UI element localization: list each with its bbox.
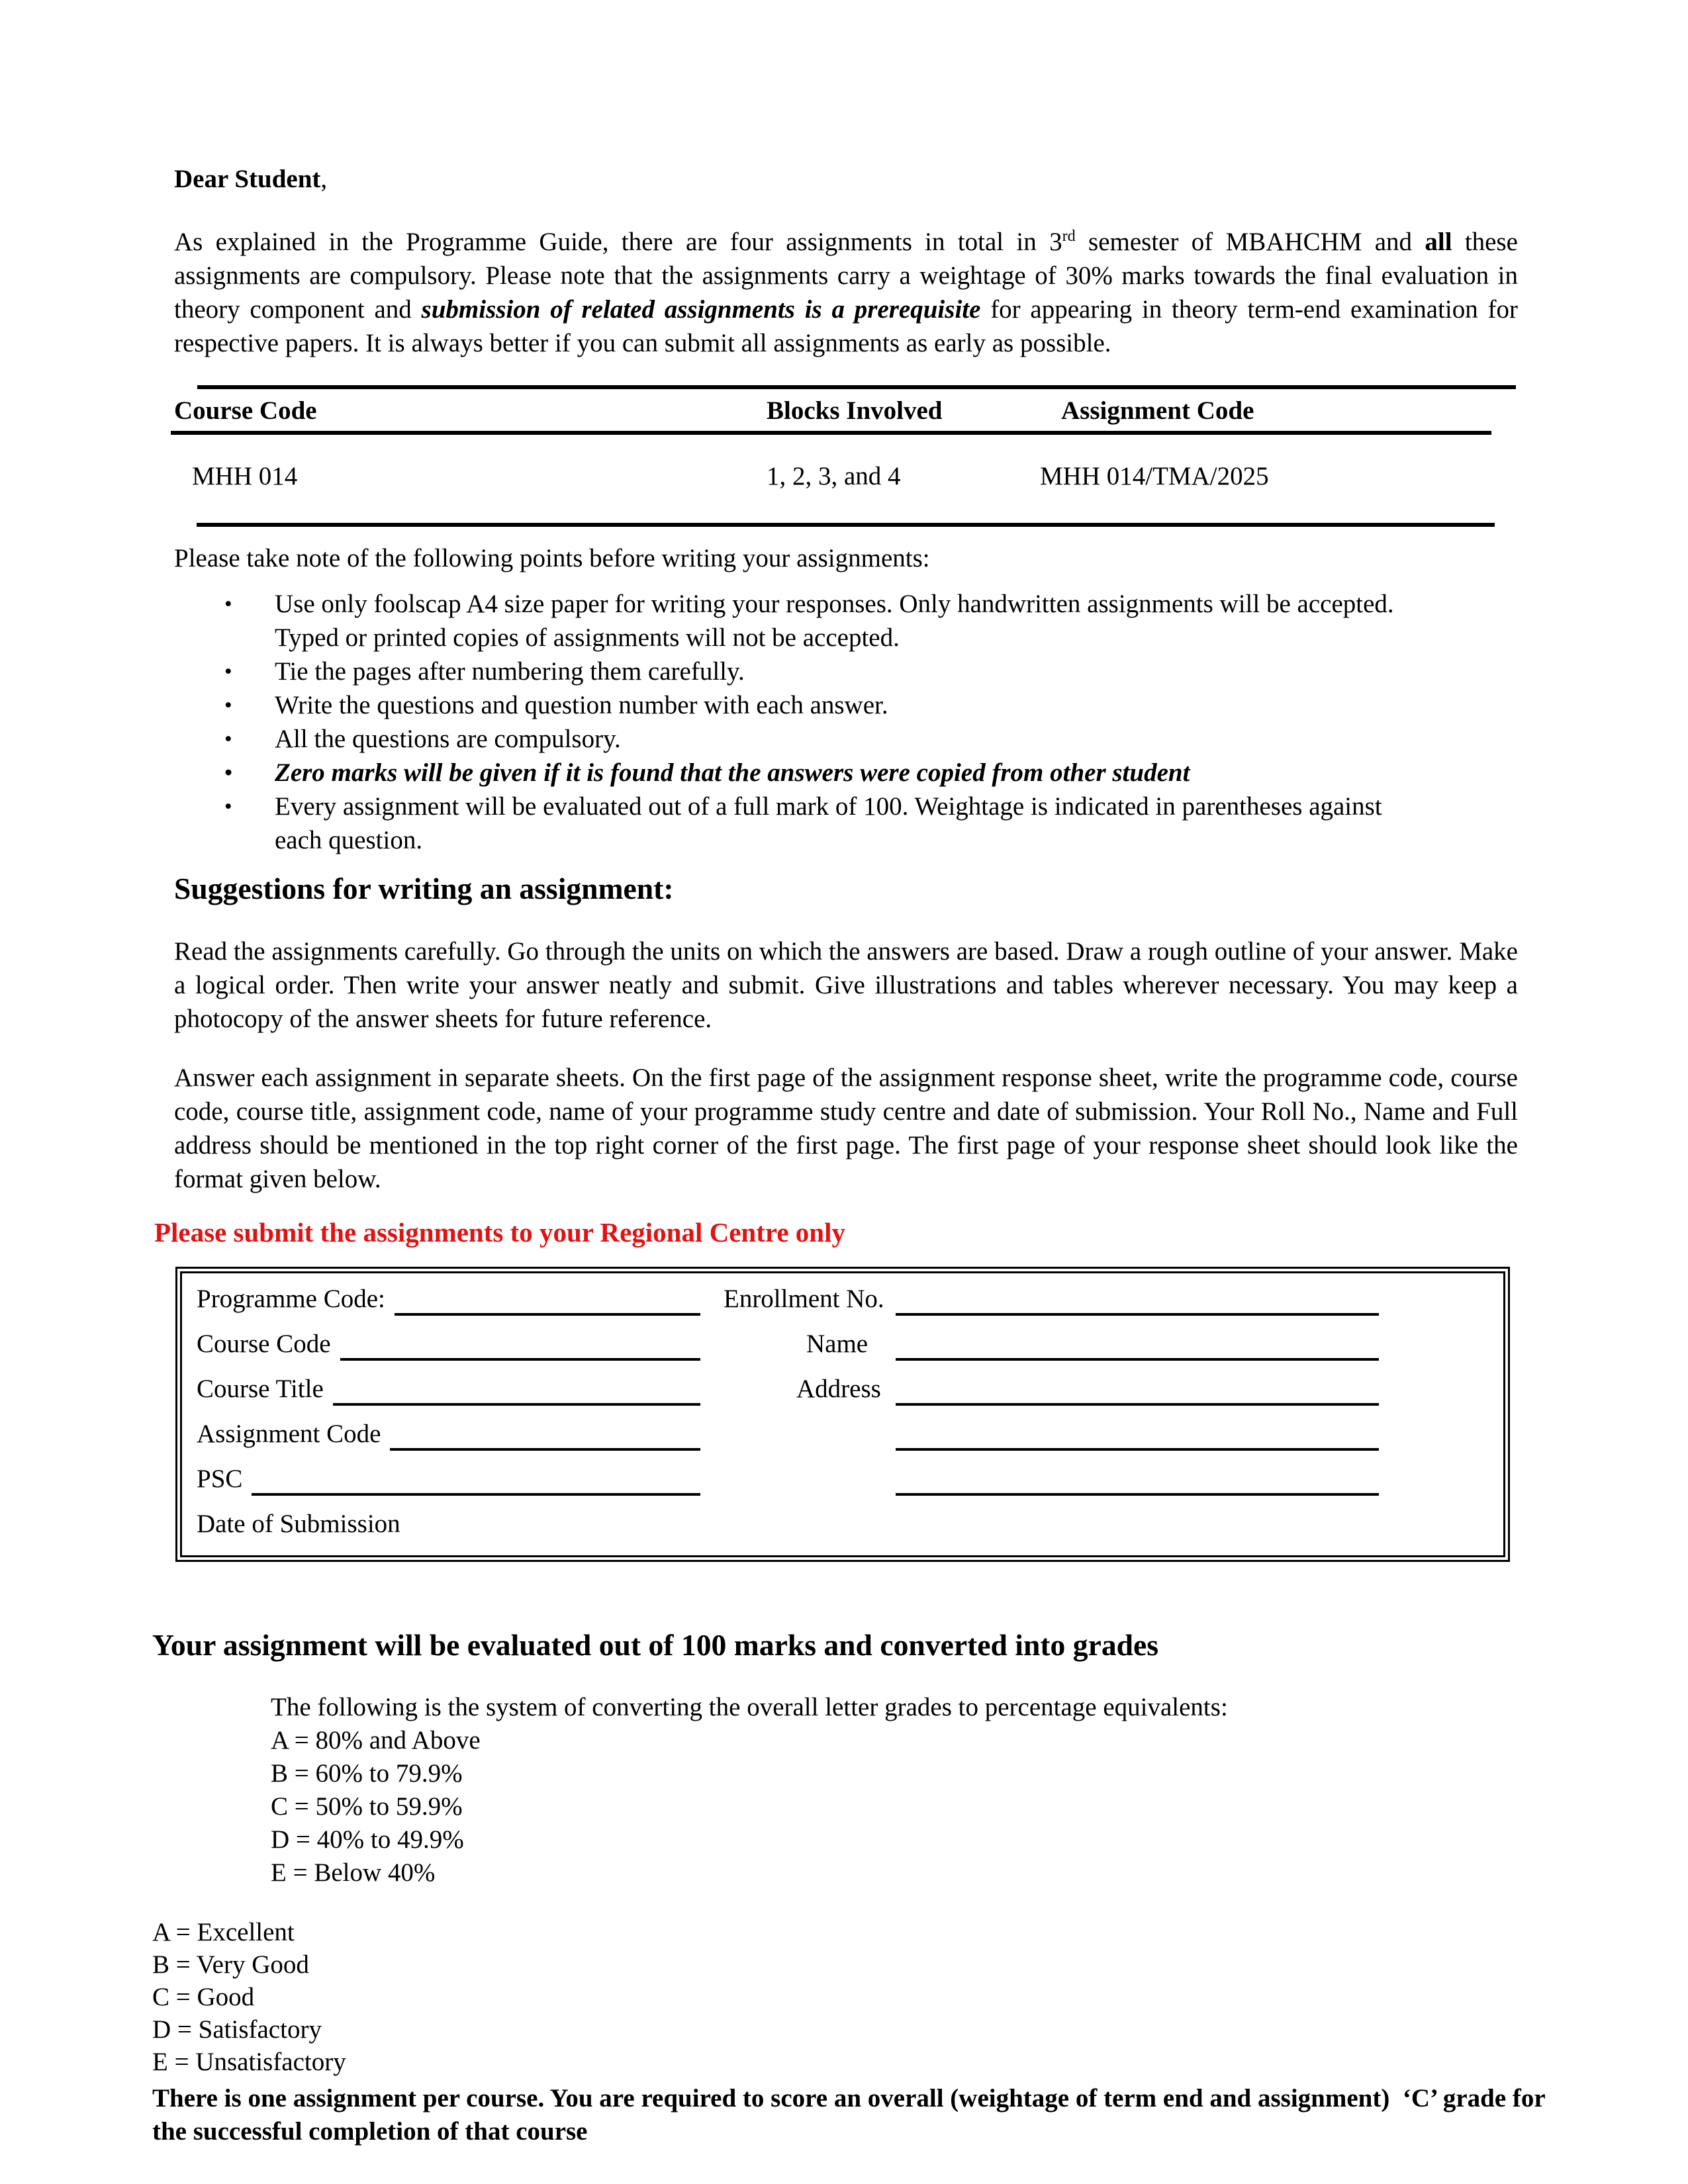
intro-bold-all: all [1425, 228, 1452, 256]
grade-meaning-item: A = Excellent [152, 1918, 295, 1946]
grade-meaning-item: B = Very Good [152, 1950, 309, 1979]
course-title-label: Course Title [197, 1375, 324, 1403]
assignment-code-label: Assignment Code [197, 1420, 381, 1448]
regional-centre-notice: Please submit the assignments to your Regional Centre only [154, 1217, 845, 1248]
psc-label: PSC [197, 1465, 243, 1493]
grade-meaning-item: D = Satisfactory [152, 2015, 322, 2044]
blank-line [395, 1312, 700, 1316]
header-blocks-involved: Blocks Involved [767, 396, 943, 425]
form-field-psc [197, 1462, 700, 1496]
grade-scale-item: C = 50% to 59.9% [271, 1792, 463, 1821]
form-row [197, 1456, 1503, 1501]
form-address-extra-line [700, 1447, 1503, 1451]
note-item: • Use only foolscap A4 size paper for writing your responses. Only handwritten assignments will be accepted. Typed or printed copies of assignments will not be accepted. [152, 587, 1518, 655]
grade-scale-item: B = 60% to 79.9% [271, 1759, 463, 1788]
form-field-course-code [197, 1327, 700, 1361]
address-label: Address [796, 1375, 881, 1403]
blank-line [252, 1492, 700, 1496]
form-row [197, 1276, 1503, 1321]
blank-line [896, 1447, 1379, 1451]
intro-text-1: As explained in the Programme Guide, there are four assignments in total in 3 [174, 228, 1062, 256]
form-field-programme-code [197, 1282, 700, 1316]
enrollment-no-label: Enrollment No. [724, 1285, 884, 1313]
header-assignment-code: Assignment Code [1061, 396, 1254, 425]
course-table [152, 385, 1518, 527]
grade-scale-item: E = Below 40% [271, 1858, 436, 1887]
intro-emphasis: submission of related assignments is a prerequisite [421, 295, 981, 324]
intro-paragraph [174, 225, 1518, 360]
form-field-course-title [197, 1372, 700, 1406]
cell-course-code: MHH 014 [192, 462, 298, 490]
form-field-date-of-submission [197, 1507, 700, 1541]
intro-text-2: semester of MBAHCHM and [1075, 228, 1425, 256]
blank-line [333, 1402, 700, 1406]
intro-text-3: these assignments are compulsory. Please note that the assignments carry a weightage of 30% marks towards the final evaluation in theory component and [174, 228, 1518, 324]
suggestions-paragraph-2: Answer each assignment in separate sheets. On the first page of the assignment response sheet, write the programme code, course code, course title, assignment code, name of your programme study centre and date of submission. Your Roll No., Name and Full address should be mentioned in the top right corner of the first page. The first page of your response sheet should look like the format given below. [174, 1064, 1518, 1193]
form-field-enrollment-no [700, 1282, 1503, 1316]
blank-line [896, 1402, 1379, 1406]
form-row [197, 1501, 1503, 1546]
grade-conversion-block [271, 1691, 1518, 1889]
form-address-extra-line [700, 1492, 1503, 1496]
cover-format-box [175, 1267, 1510, 1562]
page-content [152, 162, 1545, 2148]
final-note: There is one assignment per course. You are required to score an overall (weightage of term end and assignment) ‘C’ grade for the successful completion of that course [152, 2084, 1545, 2146]
grade-meaning-item: C = Good [152, 1983, 255, 2011]
form-row [197, 1411, 1503, 1456]
date-of-submission-label: Date of Submission [197, 1510, 400, 1538]
note-item: • All the questions are compulsory. [152, 722, 1518, 756]
table-bottom-rule [197, 523, 1495, 527]
note-item: • Every assignment will be evaluated out of a full mark of 100. Weightage is indicated in parentheses against each question. [152, 790, 1518, 857]
name-label: Name [806, 1330, 868, 1358]
grade-meanings-block [152, 1916, 1518, 2078]
greeting-comma: , [320, 165, 328, 193]
form-field-assignment-code [197, 1417, 700, 1451]
grade-scale-item: A = 80% and Above [271, 1726, 481, 1754]
blank-line [896, 1492, 1379, 1496]
blank-line [896, 1312, 1379, 1316]
form-row [197, 1321, 1503, 1366]
form-row [197, 1366, 1503, 1411]
course-code-label: Course Code [197, 1330, 331, 1358]
ordinal-superscript: rd [1062, 227, 1076, 245]
blank-line [390, 1447, 700, 1451]
note-item: • Write the questions and question number with each answer. [152, 688, 1518, 722]
blank-line [896, 1357, 1379, 1361]
note-item: • Tie the pages after numbering them carefully. [152, 655, 1518, 688]
grade-meaning-item: E = Unsatisfactory [152, 2048, 346, 2076]
cell-assignment-code: MHH 014/TMA/2025 [1040, 462, 1269, 490]
greeting [174, 162, 1518, 196]
suggestions-paragraph-1: Read the assignments carefully. Go through the units on which the answers are based. Draw a rough outline of your answer. Make a logical order. Then write your answer neatly and submit. Give illustrations and tables wherever necessary. You may keep a photocopy of the answer sheets for future reference. [174, 937, 1518, 1033]
cell-blocks-involved: 1, 2, 3, and 4 [767, 462, 901, 490]
note-item-warning: • Zero marks will be given if it is found that the answers were copied from other student [152, 756, 1518, 790]
notes-list [152, 587, 1518, 857]
form-field-address [700, 1372, 1503, 1406]
suggestions-heading: Suggestions for writing an assignment: [174, 872, 674, 905]
grade-conversion-note: The following is the system of converting the overall letter grades to percentage equivalents: [271, 1693, 1228, 1721]
grading-heading: Your assignment will be evaluated out of 100 marks and converted into grades [152, 1628, 1159, 1662]
blank-line [340, 1357, 700, 1361]
table-header-row [152, 389, 1518, 431]
intro-text-4: for appearing in theory term-end examination for respective papers. It is always better if you can submit all assignments as early as possible. [174, 295, 1518, 357]
table-row [152, 435, 1518, 523]
notes-intro: Please take note of the following points before writing your assignments: [174, 544, 930, 572]
grade-scale-item: D = 40% to 49.9% [271, 1825, 464, 1854]
programme-code-label: Programme Code: [197, 1285, 385, 1313]
header-course-code: Course Code [174, 396, 317, 425]
form-field-name [700, 1327, 1503, 1361]
greeting-name: Dear Student [174, 165, 321, 193]
